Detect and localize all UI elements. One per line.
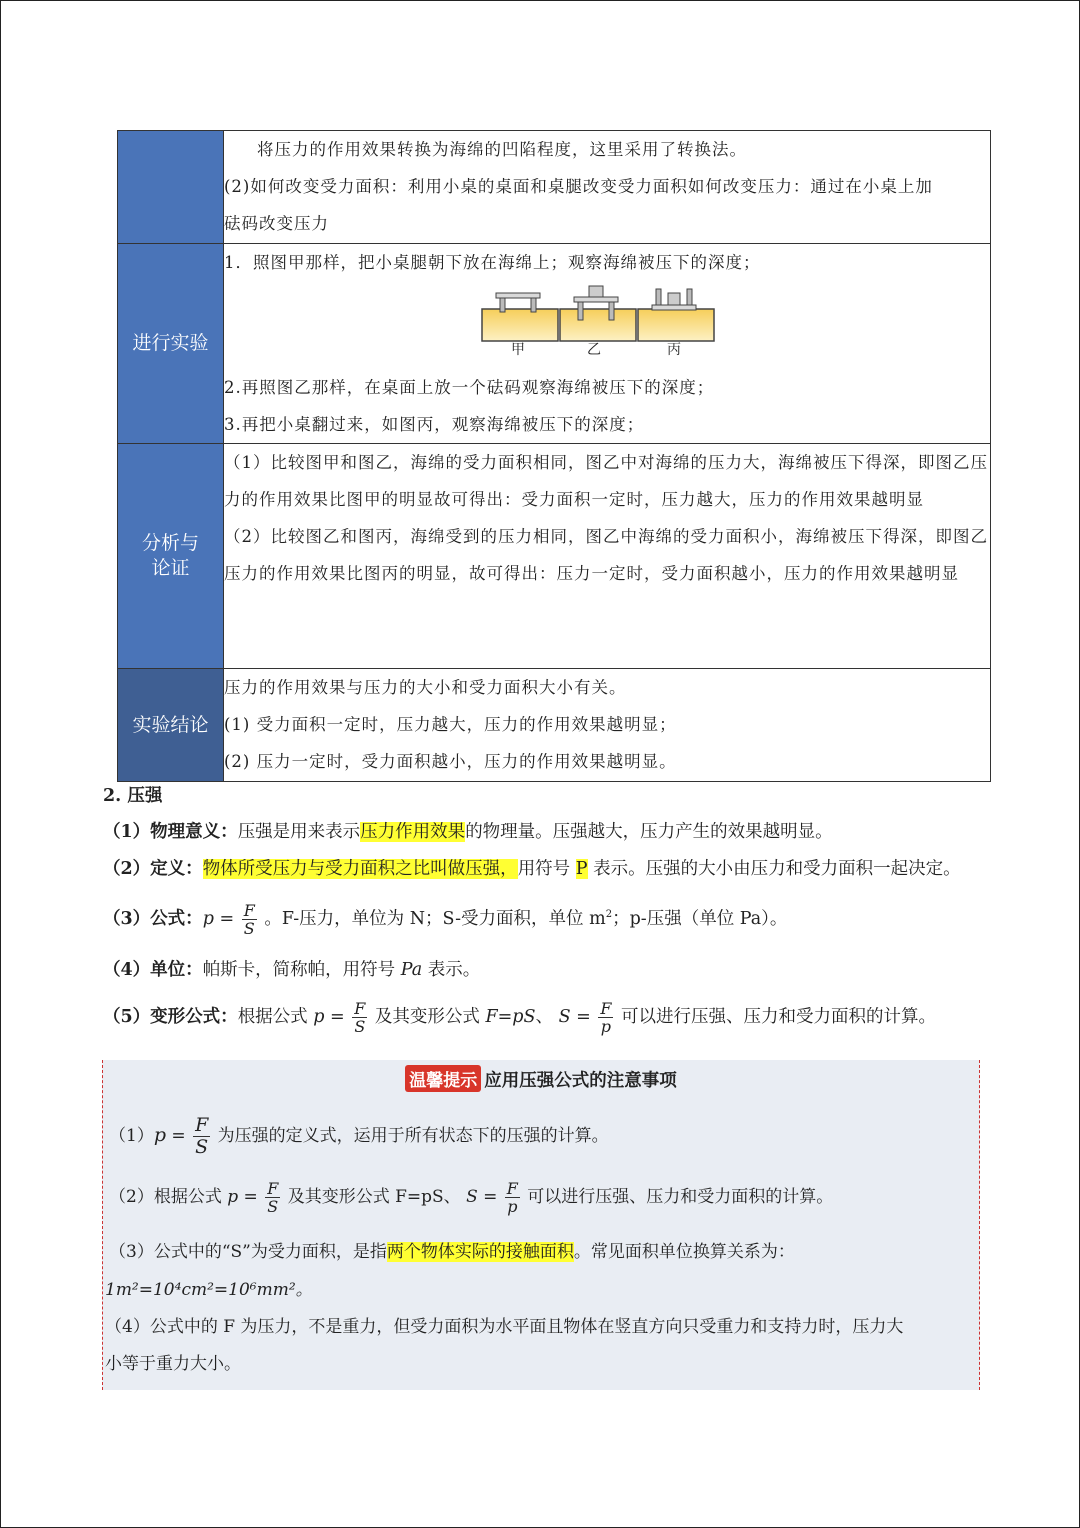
symbol: = xyxy=(324,1007,351,1027)
text-line: 3.再把小桌翻过来，如图丙，观察海绵被压下的深度； xyxy=(224,415,645,434)
tip-item: （2）根据公式 p = $\frac{F}{S}$ 及其变形公式 F=pS、 S = $\frac{F}{p}$ 可以进行压强、压力和受力面积的计算。 xyxy=(109,1179,834,1216)
fraction: $\frac{F}{p}$ xyxy=(600,999,612,1036)
unit-symbol: Pa xyxy=(400,960,423,980)
figure-label: 甲 xyxy=(511,342,526,358)
fraction: $\frac{F}{S}$ xyxy=(267,1179,279,1216)
item-text: 帕斯卡，简称帕，用符号 xyxy=(202,960,401,980)
symbol: = xyxy=(477,1187,503,1207)
text-line: 砝码改变压力 xyxy=(224,214,329,233)
symbol: S xyxy=(558,1007,571,1027)
symbol: = xyxy=(166,1126,192,1146)
item-definition xyxy=(103,854,961,884)
table-row xyxy=(118,444,991,669)
figure-label: 丙 xyxy=(667,342,682,358)
tip-item: （4）公式中的 F 为压力，不是重力，但受力面积为水平面且物体在竖直方向只受重力和支持力时，压力大 xyxy=(105,1317,904,1337)
fraction: $\frac{F}{S}$ xyxy=(354,999,366,1036)
tip-box xyxy=(102,1060,980,1390)
highlight: 压力作用效果 xyxy=(360,822,466,842)
fraction: $\frac{F}{p}$ xyxy=(506,1179,518,1216)
row-label: 进行实验 xyxy=(118,244,224,444)
text-line: 压力的作用效果与压力的大小和受力面积大小有关。 xyxy=(224,678,627,697)
item-text: 压强是用来表示 xyxy=(237,822,361,842)
label-line: 分析与 xyxy=(141,532,199,554)
tip-badge: 温馨提示 xyxy=(405,1065,481,1092)
formula: F=pS xyxy=(485,1007,536,1027)
row-label: 实验结论 xyxy=(118,669,224,782)
item-text: 及其变形公式 xyxy=(369,1007,486,1027)
item-label: （2）定义： xyxy=(103,859,203,879)
item-text: 表示。压强的大小由压力和受力面积一起决定。 xyxy=(587,859,961,879)
paragraph: （2）比较图乙和图丙，海绵受到的压力相同，图乙中海绵的受力面积小，海绵被压下得深，即图乙压力的作用效果比图丙的明显，故可得出：压力一定时，受力面积越小，压力的作用效果越明显 xyxy=(224,527,988,583)
fraction: $\frac{F}{S}$ xyxy=(195,1114,209,1158)
figure-bing xyxy=(638,289,714,341)
symbol: p xyxy=(202,908,214,929)
row-content xyxy=(224,244,991,444)
text-line: 将压力的作用效果转换为海绵的凹陷程度，这里采用了转换法。 xyxy=(257,140,747,159)
highlight: 两个物体实际的接触面积 xyxy=(386,1242,574,1262)
highlight: 物体所受压力与受力面积之比叫做压强， xyxy=(202,859,518,879)
item-text: 用符号 xyxy=(517,859,576,879)
item-text: 根据公式 xyxy=(237,1007,314,1027)
figure-jia xyxy=(482,293,558,341)
symbol: p xyxy=(313,1007,325,1027)
symbol: = xyxy=(213,908,240,929)
experiment-table xyxy=(117,130,991,782)
item-text: 的物理量。压强越大，压力产生的效果越明显。 xyxy=(465,822,833,842)
text-line: (1) 受力面积一定时，压力越大，压力的作用效果越明显； xyxy=(224,715,677,734)
item-label: （3）公式： xyxy=(103,908,203,929)
label-line: 论证 xyxy=(151,557,190,579)
row-content xyxy=(224,131,991,244)
row-content xyxy=(224,669,991,782)
item-label: （5）变形公式： xyxy=(103,1007,238,1027)
text-line: (2) 压力一定时，受力面积越小，压力的作用效果越明显。 xyxy=(224,752,677,771)
sponge-table-figure xyxy=(224,281,984,369)
paragraph: （1）比较图甲和图乙，海绵的受力面积相同，图乙中对海绵的压力大，海绵被压下得深，即图乙压力的作用效果比图甲的明显故可得出：受力面积一定时，压力越大，压力的作用效果越明显 xyxy=(224,453,988,509)
text-line: 1．照图甲那样，把小桌腿朝下放在海绵上；观察海绵被压下的深度； xyxy=(224,253,761,272)
highlight: P xyxy=(575,859,588,879)
table-row xyxy=(118,131,991,244)
item-meaning xyxy=(103,817,833,847)
text-line: 2.再照图乙那样，在桌面上放一个砝码观察海绵被压下的深度； xyxy=(224,378,715,397)
text-line: (2)如何改变受力面积：利用小桌的桌面和桌腿改变受力面积如何改变压力：通过在小桌上加 xyxy=(224,177,933,196)
symbol: p xyxy=(153,1124,166,1146)
tip-item: （1）p = $\frac{F}{S}$ 为压强的定义式，运用于所有状态下的压强的计算。 xyxy=(109,1114,609,1158)
item-variant-formula xyxy=(103,1000,936,1035)
tip-item: 小等于重力大小。 xyxy=(105,1354,241,1374)
figure-label: 乙 xyxy=(587,342,602,358)
tip-item: （3）公式中的“S”为受力面积，是指两个物体实际的接触面积。常见面积单位换算关系为： xyxy=(109,1242,795,1262)
symbol: = xyxy=(238,1187,264,1207)
row-label xyxy=(118,444,224,669)
area-conversion: 1m²=10⁴cm²=10⁶mm²。 xyxy=(105,1280,313,1300)
row-label xyxy=(118,131,224,244)
item-formula xyxy=(103,900,787,937)
tip-heading: 应用压强公式的注意事项 xyxy=(484,1071,677,1091)
tip-title xyxy=(103,1065,979,1092)
item-unit xyxy=(103,955,480,985)
symbol: = xyxy=(570,1007,597,1027)
item-label: （4）单位： xyxy=(103,960,203,980)
symbol: S xyxy=(466,1187,478,1207)
item-label: （1）物理意义： xyxy=(103,822,238,842)
superscript: 2 xyxy=(605,909,613,920)
fraction: $\frac{F}{S}$ xyxy=(243,900,255,938)
item-text: 、 xyxy=(535,1007,559,1027)
item-text: ；p-压强（单位 Pa）。 xyxy=(612,908,788,929)
table-row xyxy=(118,669,991,782)
row-content xyxy=(224,444,991,669)
item-text: 可以进行压强、压力和受力面积的计算。 xyxy=(615,1007,937,1027)
experiment-diagram xyxy=(224,281,990,369)
figure-yi xyxy=(560,286,636,341)
table-row xyxy=(118,244,991,444)
item-text: 。F-压力，单位为 N；S-受力面积，单位 m xyxy=(258,908,606,929)
symbol: p xyxy=(227,1187,239,1207)
item-text: 表示。 xyxy=(422,960,481,980)
section-heading: 2. 压强 xyxy=(103,786,163,806)
